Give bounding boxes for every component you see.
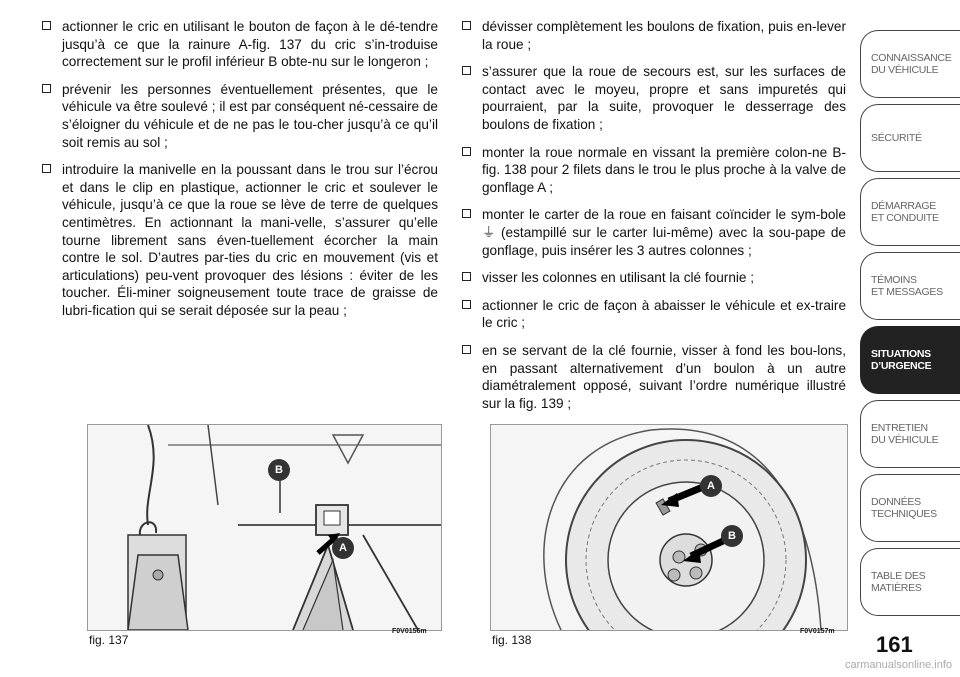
right-column [460,18,846,422]
jack-illustration [88,425,441,630]
instruction-text: visser les colonnes en utilisant la clé fournie ; [482,270,755,286]
checkbox-bullet-icon [462,66,471,75]
instruction-item [460,342,846,412]
instruction-text: monter le carter de la roue en faisant coïncider le sym-bole ⏚ (estampillé sur le carter lui-même) avec la sou-pape de gonflage, puis insérer les 3 autres colonnes ; [482,207,846,258]
callout-a-label: A [332,537,354,559]
figure-137-jack [87,424,442,631]
instruction-item [460,18,846,53]
tab-situations-d-urgence[interactable]: SITUATIONS D’URGENCE [860,326,960,394]
figure-138-caption: fig. 138 [492,633,532,647]
figure-138-code: F0V0157m [800,628,835,635]
instruction-text: prévenir les personnes éventuellement présentes, que le véhicule va être soulevé ; il est par conséquent né-cessaire de s’éloigner du véhicule et de ne pas le tou-cher jusqu’à ce qu’il soit remis au sol ; [62,81,438,150]
tab-donnees-techniques[interactable]: DONNÉES TECHNIQUES [860,474,960,542]
tab-connaissance-du-vehicule[interactable]: CONNAISSANCE DU VÉHICULE [860,30,960,98]
checkbox-bullet-icon [462,209,471,218]
instruction-item [460,144,846,197]
instruction-item [460,297,846,332]
instruction-item [40,18,438,71]
instruction-text: dévisser complètement les boulons de fixation, puis en-lever la roue ; [482,19,846,52]
instruction-text: monter la roue normale en vissant la première colon-ne B-fig. 138 pour 2 filets dans le trou le plus proche à la valve de gonflage A ; [482,144,846,195]
tab-entretien-du-vehicule[interactable]: ENTRETIEN DU VÉHICULE [860,400,960,468]
instruction-text: introduire la manivelle en la poussant dans le trou sur l’écrou et dans le clip en plastique, actionner le cric et soulever le véhicule, jusqu’à ce que la roue se lève de terre de quelques centimètres. En actionnant la mani-velle, s’assurer qu’elle tourne librement sans éven-tuellement écorcher la main contre le sol. D’autres par-ties du cric en mouvement (vis et articulations) peu-vent provoquer des lésions : éviter de les toucher. Éli-miner soigneusement toute trace de graisse de lubri-fication qui se serait déposée sur la peau ; [62,162,438,318]
instruction-text: actionner le cric en utilisant le bouton de façon à le dé-tendre jusqu’à ce que la rainure A-fig. 137 du cric s’in-troduise correctement sur le profil inférieur B obte-nu sur le longeron ; [62,19,438,70]
wheel-illustration [491,425,847,630]
left-column [40,18,438,330]
instruction-text: actionner le cric de façon à abaisser le véhicule et ex-traire le cric ; [482,297,846,331]
instruction-item [40,81,438,151]
instruction-text: s’assurer que la roue de secours est, sur les surfaces de contact avec le moyeu, propre et sans impuretés qui pourraient, par la suite, provoquer le desserrage des boulons de fixation ; [482,64,846,132]
checkbox-bullet-icon [462,21,471,30]
figure-137-code: F0V0156m [392,628,427,635]
section-tabs [860,30,960,622]
watermark-text: carmanualsonline.info [844,659,952,671]
callout-b-label: B [268,459,290,481]
instruction-item [460,206,846,259]
instruction-text: en se servant de la clé fournie, visser à fond les bou-lons, en passant alternativement d’un boulon à un autre diamétralement opposé, suivant l’ordre numérique illustré sur la fig. 139 ; [482,342,846,411]
figure-137-caption: fig. 137 [89,633,129,647]
tab-table-des-matieres[interactable]: TABLE DES MATIÈRES [860,548,960,616]
checkbox-bullet-icon [462,272,471,281]
instruction-item [40,161,438,319]
checkbox-bullet-icon [42,164,51,173]
callout-a-label: A [700,475,722,497]
tab-securite[interactable]: SÉCURITÉ [860,104,960,172]
page-number: 161 [876,632,913,657]
checkbox-bullet-icon [462,147,471,156]
instruction-item [460,63,846,133]
checkbox-bullet-icon [462,345,471,354]
tab-temoins-et-messages[interactable]: TÉMOINS ET MESSAGES [860,252,960,320]
instruction-item [460,269,846,287]
tab-demarrage-et-conduite[interactable]: DÉMARRAGE ET CONDUITE [860,178,960,246]
figure-138-wheel [490,424,848,631]
checkbox-bullet-icon [462,300,471,309]
checkbox-bullet-icon [42,21,51,30]
callout-b-label: B [721,525,743,547]
checkbox-bullet-icon [42,84,51,93]
